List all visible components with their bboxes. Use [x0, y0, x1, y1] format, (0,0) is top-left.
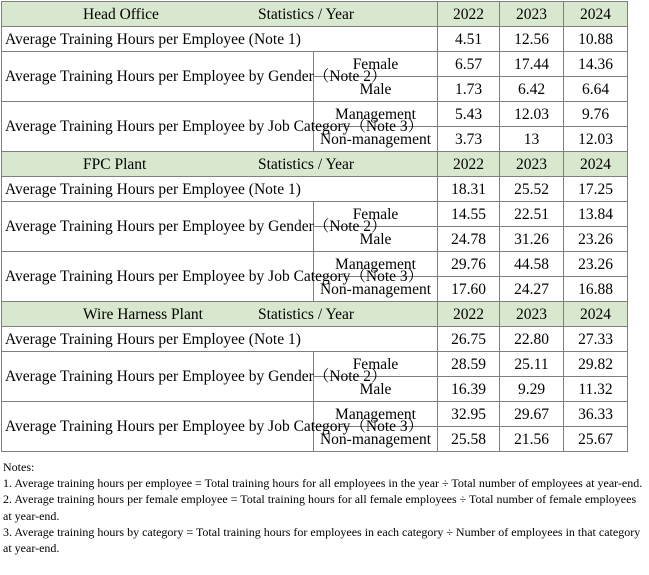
overall-row [2, 27, 628, 52]
value-cell: 24.78 [438, 227, 500, 252]
section-title: FPC Plant [83, 155, 147, 173]
sub-category-label: Management [314, 102, 438, 127]
value-cell: 24.27 [500, 277, 564, 302]
note-3: 3. Average training hours by category = Total training hours for employees in each category ÷ Number of employees in that category at year-end. [3, 524, 641, 556]
value-cell: 12.03 [564, 127, 628, 152]
gender-label: Average Training Hours per Employee by Gender（Note 2） [2, 352, 314, 402]
section-title: Wire Harness Plant [83, 305, 203, 323]
sub-category-label: Male [314, 77, 438, 102]
value-cell: 12.56 [500, 27, 564, 52]
sub-category-label: Management [314, 252, 438, 277]
category-label: Average Training Hours per Employee by Job Category（Note 3） [2, 402, 314, 452]
gender-label: Average Training Hours per Employee by Gender（Note 2） [2, 52, 314, 102]
value-cell: 6.64 [564, 77, 628, 102]
value-cell: 21.56 [500, 427, 564, 452]
value-cell: 16.39 [438, 377, 500, 402]
value-cell: 17.60 [438, 277, 500, 302]
value-cell: 17.25 [564, 177, 628, 202]
year-header: 2023 [500, 2, 564, 27]
overall-label: Average Training Hours per Employee (Note 1) [2, 177, 438, 202]
sub-category-label: Female [314, 352, 438, 377]
year-header: 2022 [438, 2, 500, 27]
value-cell: 16.88 [564, 277, 628, 302]
value-cell: 9.29 [500, 377, 564, 402]
value-cell: 14.36 [564, 52, 628, 77]
value-cell: 13 [500, 127, 564, 152]
value-cell: 32.95 [438, 402, 500, 427]
value-cell: 25.52 [500, 177, 564, 202]
notes-heading: Notes: [3, 460, 35, 474]
section-header-row [2, 152, 628, 177]
year-header: 2022 [438, 152, 500, 177]
value-cell: 31.26 [500, 227, 564, 252]
note-2: 2. Average training hours per female employee = Total training hours for all female employees ÷ Total number of female employees at year-end. [3, 492, 637, 523]
section-header [2, 2, 438, 27]
value-cell: 25.58 [438, 427, 500, 452]
value-cell: 29.82 [564, 352, 628, 377]
sub-category-label: Male [314, 227, 438, 252]
stats-year-label: Statistics / Year [257, 155, 355, 173]
value-cell: 23.26 [564, 252, 628, 277]
value-cell: 36.33 [564, 402, 628, 427]
overall-row [2, 177, 628, 202]
value-cell: 17.44 [500, 52, 564, 77]
value-cell: 44.58 [500, 252, 564, 277]
sub-category-label: Management [314, 402, 438, 427]
value-cell: 25.67 [564, 427, 628, 452]
section-header-row [2, 2, 628, 27]
value-cell: 4.51 [438, 27, 500, 52]
year-header: 2023 [500, 152, 564, 177]
value-cell: 3.73 [438, 127, 500, 152]
year-header: 2024 [564, 302, 628, 327]
table-row [2, 252, 628, 277]
value-cell: 13.84 [564, 202, 628, 227]
section-header [2, 302, 438, 327]
sub-category-label: Non-management [314, 127, 438, 152]
value-cell: 1.73 [438, 77, 500, 102]
value-cell: 26.75 [438, 327, 500, 352]
overall-label: Average Training Hours per Employee (Note 1) [2, 27, 438, 52]
value-cell: 10.88 [564, 27, 628, 52]
value-cell: 28.59 [438, 352, 500, 377]
year-header: 2022 [438, 302, 500, 327]
stats-year-label: Statistics / Year [257, 305, 355, 323]
value-cell: 12.03 [500, 102, 564, 127]
gender-label: Average Training Hours per Employee by Gender（Note 2） [2, 202, 314, 252]
year-header: 2023 [500, 302, 564, 327]
table-row [2, 202, 628, 227]
category-label: Average Training Hours per Employee by Job Category（Note 3） [2, 102, 314, 152]
overall-row [2, 327, 628, 352]
value-cell: 27.33 [564, 327, 628, 352]
value-cell: 9.76 [564, 102, 628, 127]
value-cell: 29.67 [500, 402, 564, 427]
section-header [2, 152, 438, 177]
value-cell: 14.55 [438, 202, 500, 227]
table-row [2, 102, 628, 127]
overall-label: Average Training Hours per Employee (Note 1) [2, 327, 438, 352]
value-cell: 18.31 [438, 177, 500, 202]
sub-category-label: Female [314, 52, 438, 77]
value-cell: 6.42 [500, 77, 564, 102]
section-title: Head Office [83, 5, 159, 23]
value-cell: 11.32 [564, 377, 628, 402]
value-cell: 6.57 [438, 52, 500, 77]
note-1: 1. Average training hours per employee = Total training hours for all employees in the year ÷ Total number of employees at year-end. [3, 476, 643, 491]
table-row [2, 352, 628, 377]
value-cell: 23.26 [564, 227, 628, 252]
value-cell: 29.76 [438, 252, 500, 277]
year-header: 2024 [564, 2, 628, 27]
sub-category-label: Non-management [314, 427, 438, 452]
value-cell: 22.51 [500, 202, 564, 227]
table-row [2, 52, 628, 77]
sub-category-label: Male [314, 377, 438, 402]
sub-category-label: Female [314, 202, 438, 227]
value-cell: 5.43 [438, 102, 500, 127]
training-hours-table [1, 1, 628, 452]
value-cell: 25.11 [500, 352, 564, 377]
table-row [2, 402, 628, 427]
section-header-row [2, 302, 628, 327]
year-header: 2024 [564, 152, 628, 177]
stats-year-label: Statistics / Year [257, 5, 355, 23]
value-cell: 22.80 [500, 327, 564, 352]
notes [3, 459, 647, 556]
category-label: Average Training Hours per Employee by Job Category（Note 3） [2, 252, 314, 302]
sub-category-label: Non-management [314, 277, 438, 302]
